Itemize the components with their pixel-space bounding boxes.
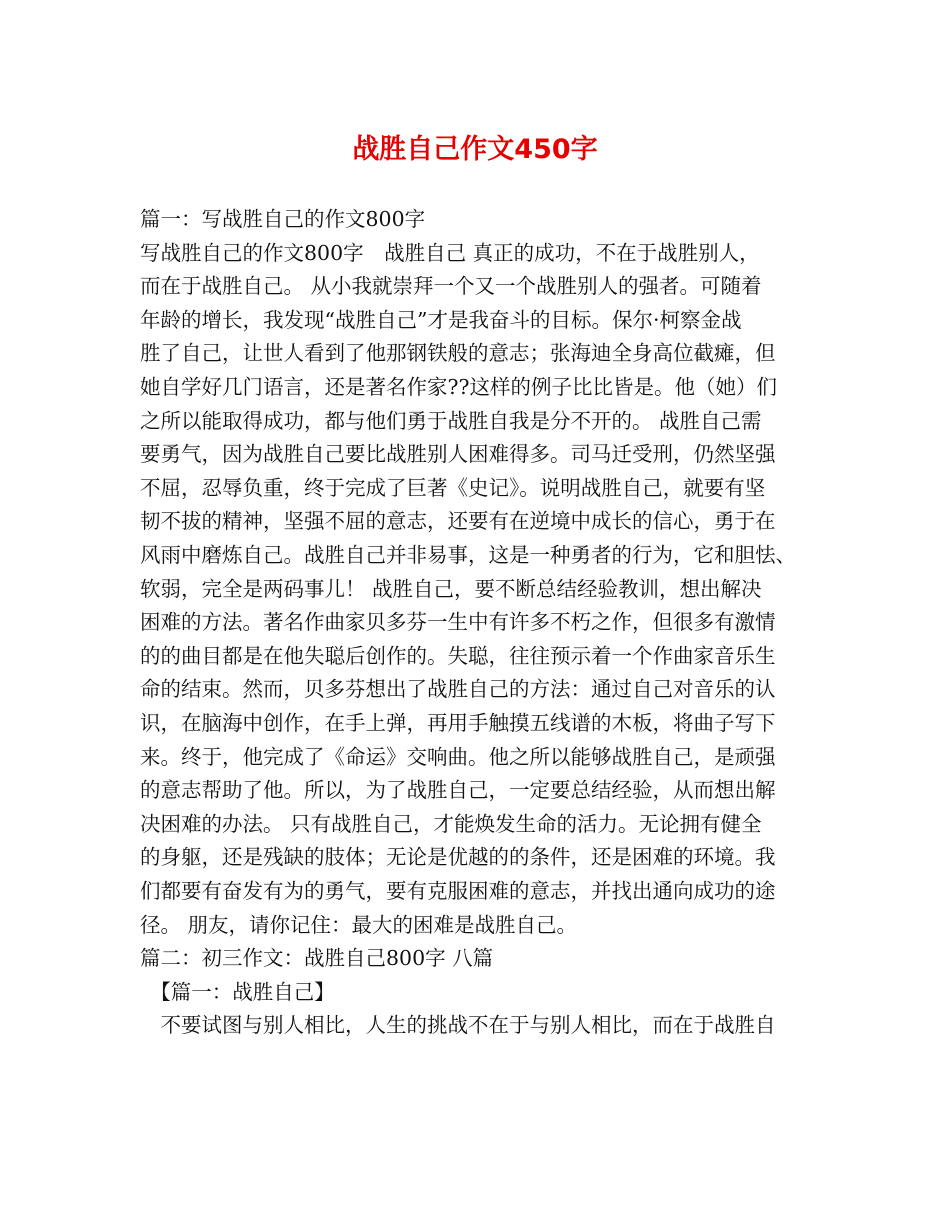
body-line: 年龄的增长，我发现“战胜自己”才是我奋斗的目标。保尔·柯察金战: [140, 307, 742, 332]
body-line: 而在于战胜自己。 从小我就崇拜一个又一个战胜别人的强者。可随着: [140, 274, 762, 299]
body-line: 篇一：写战胜自己的作文800字: [140, 207, 426, 231]
body-line: 韧不拔的精神，坚强不屈的意志，还要有在逆境中成长的信心，勇于在: [140, 509, 776, 534]
body-line: 的身躯，还是残缺的肢体；无论是优越的的条件，还是困难的环境。我: [140, 845, 776, 870]
body-line: 篇二：初三作文：战胜自己800字 八篇: [140, 946, 494, 971]
body-line: 径。 朋友，请你记住：最大的困难是战胜自己。: [140, 912, 578, 937]
body-line: 决困难的办法。 只有战胜自己，才能焕发生命的活力。无论拥有健全: [140, 811, 762, 836]
body-line: 命的结束。然而，贝多芬想出了战胜自己的方法：通过自己对音乐的认: [140, 677, 776, 702]
body-line: 要勇气，因为战胜自己要比战胜别人困难得多。司马迁受刑，仍然坚强: [140, 442, 776, 467]
body-line: 困难的方法。著名作曲家贝多芬一生中有许多不朽之作，但很多有激情: [140, 610, 776, 635]
body-line: 【篇一：战胜自己】: [140, 979, 335, 1004]
body-line: 写战胜自己的作文800字 战胜自己 真正的成功，不在于战胜别人，: [140, 240, 760, 265]
body-line: 风雨中磨炼自己。战胜自己并非易事，这是一种勇者的行为，它和胆怯、: [140, 543, 796, 567]
document-title: 战胜自己作文450字: [352, 134, 598, 165]
body-line: 的的曲目都是在他失聪后创作的。失聪，往往预示着一个作曲家音乐生: [140, 643, 776, 668]
body-line: 来。终于，他完成了《命运》交响曲。他之所以能够战胜自己，是顽强: [140, 744, 776, 769]
body-line: 胜了自己，让世人看到了他那钢铁般的意志；张海迪全身高位截瘫，但: [140, 341, 776, 366]
body-line: 们都要有奋发有为的勇气，要有克服困难的意志，并找出通向成功的途: [140, 879, 776, 903]
body-line: 的意志帮助了他。所以，为了战胜自己，一定要总结经验，从而想出解: [140, 778, 776, 803]
body-line: 识，在脑海中创作，在手上弹，再用手触摸五线谱的木板，将曲子写下: [140, 711, 776, 735]
body-line: 不要试图与别人相比，人生的挑战不在于与别人相比，而在于战胜自: [140, 1013, 776, 1038]
body-line: 软弱，完全是两码事儿！ 战胜自己，要不断总结经验教训，想出解决: [140, 576, 762, 601]
body-line: 之所以能取得成功，都与他们勇于战胜自我是分不开的。 战胜自己需: [140, 408, 762, 433]
body-line: 不屈，忍辱负重，终于完成了巨著《史记》。说明战胜自己，就要有坚: [140, 475, 766, 500]
body-line: 她自学好几门语言，还是著名作家??这样的例子比比皆是。他（她）们: [140, 375, 777, 399]
